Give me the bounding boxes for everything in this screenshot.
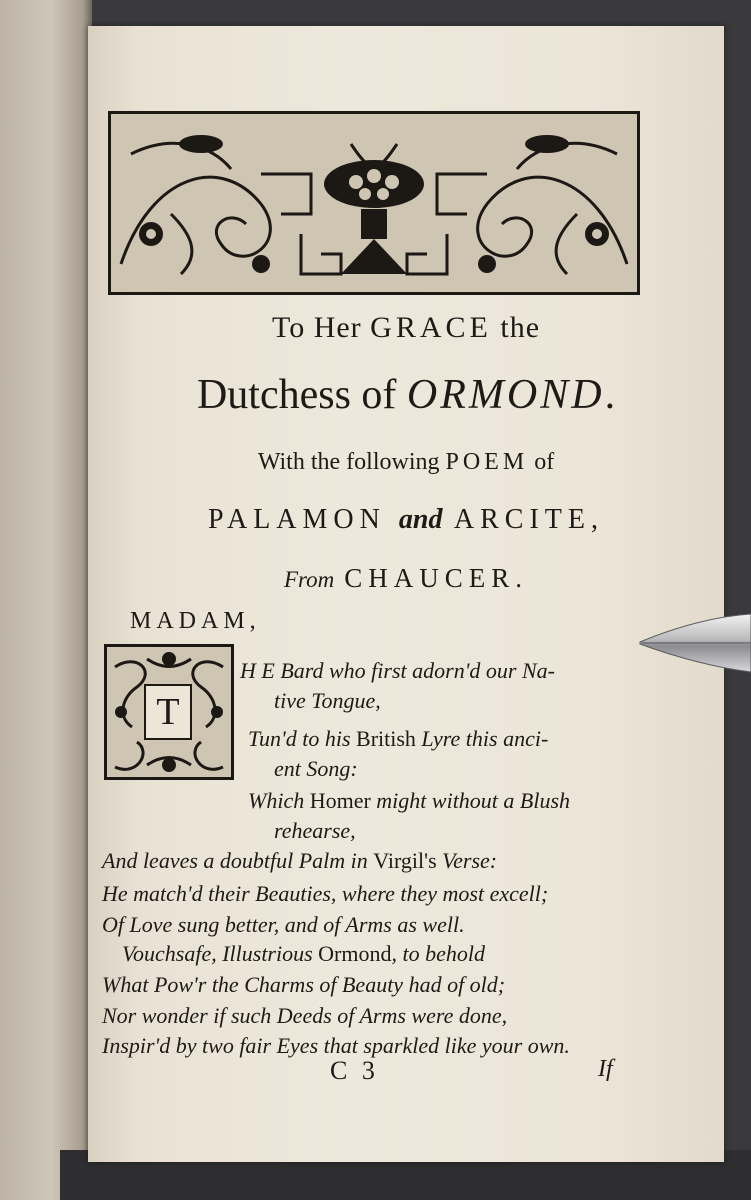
verse-line: Of Love sung better, and of Arms as well.	[102, 912, 465, 937]
book-page	[88, 26, 724, 1162]
source-line	[88, 563, 724, 594]
verse-line: H E Bard who first adorn'd our Na-	[240, 658, 555, 683]
heading-text: of	[528, 449, 555, 475]
heading-text: From	[283, 567, 335, 592]
following-poem-line	[88, 449, 724, 476]
heading-text: To Her	[271, 311, 371, 344]
catchword: If	[598, 1056, 613, 1082]
verse-text: Lyre this anci-	[415, 726, 549, 751]
verse-text: Virgil's	[373, 848, 437, 873]
heading-text: the	[491, 311, 541, 344]
heading-text: and	[398, 504, 443, 535]
dutchess-title	[88, 371, 724, 419]
verse-text: And leaves a doubtful Palm in	[102, 848, 374, 873]
heading-text: CHAUCER.	[344, 563, 529, 593]
heading-text: ORMOND	[406, 372, 605, 418]
verse-text: , to behold	[391, 941, 485, 966]
verse-line: What Pow'r the Charms of Beauty had of old;	[102, 972, 506, 997]
dedication-line	[88, 311, 724, 345]
heading-text: POEM	[445, 449, 529, 475]
verse-line: He match'd their Beauties, where they most excell;	[102, 881, 549, 906]
verse-text: British	[356, 726, 416, 751]
verse-text: Which	[248, 788, 310, 813]
drop-cap-letter: T	[144, 684, 192, 740]
verse-line	[248, 788, 570, 814]
heading-text: With the following	[257, 449, 446, 475]
ornamental-headpiece-icon	[108, 111, 640, 295]
verse-text: Vouchsafe, Illustrious	[122, 941, 319, 966]
verse-text: Tun'd to his	[248, 726, 357, 751]
verse-text: Ormond	[318, 941, 392, 966]
verse-line	[248, 726, 548, 752]
verse-text: Homer	[309, 788, 371, 813]
verse-line: ent Song:	[274, 756, 358, 781]
heading-text: ARCITE,	[442, 504, 605, 535]
heading-text: .	[604, 372, 616, 418]
salutation: MADAM,	[130, 608, 261, 634]
heading-text: PALAMON	[207, 504, 399, 535]
verse-line: Inspir'd by two fair Eyes that sparkled like your own.	[102, 1033, 570, 1058]
poem-title	[88, 504, 724, 536]
verse-text: might without a Blush	[370, 788, 571, 813]
verse-line	[122, 941, 485, 967]
ornamental-initial-icon	[104, 644, 234, 780]
heading-text: Dutchess of	[196, 372, 407, 418]
heading-text: GRACE	[370, 311, 492, 344]
verse-line: Nor wonder if such Deeds of Arms were done,	[102, 1003, 508, 1028]
metal-pointer-icon	[638, 608, 751, 678]
verse-line: tive Tongue,	[274, 688, 381, 713]
signature-mark: C 3	[330, 1056, 379, 1085]
verse-line	[102, 848, 497, 874]
verse-text: Verse:	[436, 848, 498, 873]
facing-page-edge	[0, 0, 92, 1200]
verse-line: rehearse,	[274, 818, 356, 843]
